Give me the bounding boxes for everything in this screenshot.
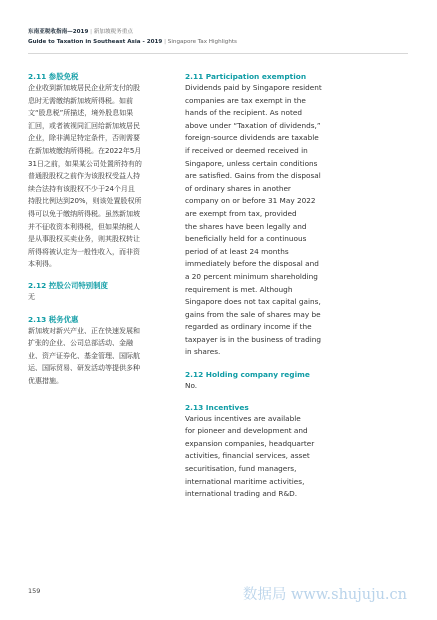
text-line: 汇回，或者被视同汇回给新加坡居民 <box>28 121 140 130</box>
header-line-cn: 东南亚税收指南—2019 | 新加坡税务重点 <box>28 29 133 35</box>
text-line: 本利得。 <box>28 260 56 269</box>
header-country-en: Singapore Tax Highlights <box>167 39 237 45</box>
text-line: 企业收到新加坡居民企业所支付的股 <box>28 84 140 92</box>
section-2-11-body-cn <box>28 82 168 271</box>
text-line: beneficially held for a continuous <box>185 234 307 244</box>
text-line: 是从事股权买卖业务，则其股权转让 <box>28 235 140 244</box>
text-line: above under “Taxation of dividends,” <box>185 120 321 130</box>
text-line: Various incentives are available <box>185 413 301 423</box>
section-2-12-body-cn: 无 <box>28 293 35 302</box>
text-line: the shares have been legally and <box>185 221 307 231</box>
text-line: are satisfied. Gains from the disposal <box>185 171 321 181</box>
text-line: 扩张的企业、公司总部活动、金融 <box>28 339 133 348</box>
text-line: 息时无需缴纳新加坡所得税。如前 <box>28 96 133 105</box>
section-2-12-title-cn: 2.12 控股公司特别制度 <box>28 281 108 291</box>
section-2-11-title-cn: 2.11 参股免税 <box>28 72 79 81</box>
page-number: 159 <box>28 587 41 595</box>
text-line: hands of the recipient. As noted <box>185 108 302 118</box>
section-2-13-title-cn: 2.13 税务优惠 <box>28 314 79 324</box>
text-line: taxpayer is in the business of trading <box>185 334 322 344</box>
text-line: international maritime activities, <box>185 476 305 486</box>
header-line-en: Guide to Taxation in Southeast Asia - 2019 | Singapore Tax Highlights <box>28 39 237 45</box>
english-column <box>185 71 345 501</box>
text-line: 优惠措施。 <box>28 376 63 385</box>
text-line: international trading and R&D. <box>185 489 298 499</box>
section-2-13-title-en: 2.13 Incentives <box>185 402 249 412</box>
section-2-13-body-en <box>185 413 345 501</box>
text-line: 续合法持有该股权不少于24个月且 <box>28 184 135 193</box>
header-year-cn: 2019 <box>72 29 89 35</box>
header-title-en: Guide to Taxation in Southeast Asia - 2019 <box>28 39 163 45</box>
section-2-11-title-en: 2.11 Participation exemption <box>185 72 307 81</box>
text-line: activities, financial services, asset <box>185 451 310 461</box>
text-line: companies are tax exempt in the <box>185 95 306 105</box>
section-2-12-title-en: 2.12 Holding company regime <box>185 369 310 379</box>
text-line: a 20 percent minimum shareholding <box>185 271 318 281</box>
text-line: 文“股息税”所描述，境外股息如果 <box>28 109 134 118</box>
text-line: 业、资产证券化、基金管理、国际航 <box>28 351 140 360</box>
text-line: 并不征收资本利得税，但如果纳税人 <box>28 222 140 231</box>
text-line: 所得将被认定为一般性收入，而非资 <box>28 247 140 256</box>
text-line: Singapore, unless certain conditions <box>185 158 318 168</box>
header-country-cn: 新加坡税务重点 <box>93 29 133 35</box>
text-line: 在新加坡缴纳所得税。在2022年5月 <box>28 146 142 155</box>
text-line: period of at least 24 months <box>185 246 289 256</box>
text-line: in shares. <box>185 347 221 357</box>
text-line: 普通股股权之前作为该股权受益人持 <box>28 172 140 181</box>
text-line: 运、国际贸易、研发活动等提供多种 <box>28 364 140 373</box>
section-2-12-body-en: No. <box>185 380 198 390</box>
text-line: 企业，除非满足特定条件，否则需要 <box>28 134 140 143</box>
text-line: immediately before the disposal and <box>185 259 319 269</box>
text-line: securitisation, fund managers, <box>185 464 297 474</box>
watermark: 数据局 www.shujuju.cn <box>242 587 407 603</box>
section-2-11-body-en <box>185 82 345 359</box>
text-line: gains from the sale of shares may be <box>185 309 321 319</box>
header-divider <box>28 53 408 54</box>
text-line: requirement is met. Although <box>185 284 293 294</box>
text-line: expansion companies, headquarter <box>185 438 315 448</box>
text-line: 得可以免于缴纳所得税。虽然新加坡 <box>28 209 140 218</box>
text-line: Dividends paid by Singapore resident <box>185 83 322 92</box>
text-line: regarded as ordinary income if the <box>185 322 312 332</box>
text-line: foreign-source dividends are taxable <box>185 133 319 143</box>
running-header <box>28 27 408 47</box>
header-title-cn: 东南亚税收指南 <box>28 29 68 35</box>
text-line: for pioneer and development and <box>185 426 308 436</box>
text-line: if received or deemed received in <box>185 145 308 155</box>
text-line: 新加坡对新兴产业、正在快速发展和 <box>28 326 140 335</box>
text-line: of ordinary shares in another <box>185 183 291 193</box>
text-line: company on or before 31 May 2022 <box>185 196 316 206</box>
section-2-13-body-cn <box>28 325 168 388</box>
chinese-column <box>28 71 168 387</box>
text-line: Singapore does not tax capital gains, <box>185 297 321 307</box>
text-line: 持股比例达到20%，则该处置股权所 <box>28 197 142 206</box>
text-line: are exempt from tax, provided <box>185 208 297 218</box>
text-line: 31日之前，如果某公司处置所持有的 <box>28 159 142 168</box>
